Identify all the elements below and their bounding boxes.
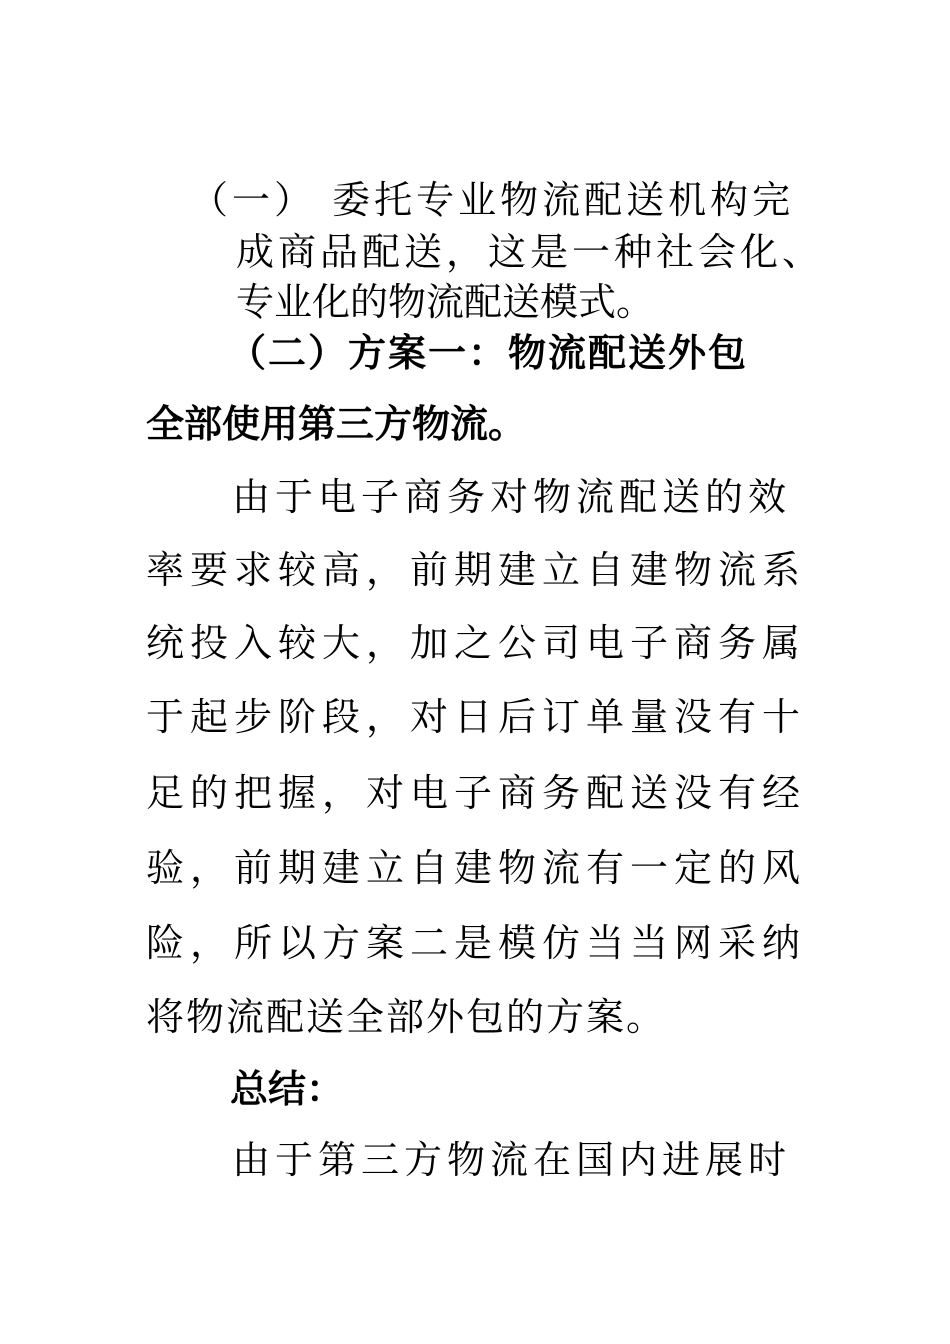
paragraph-1-line-5: 足的把握，对电子商务配送没有经 <box>146 771 807 815</box>
list-item-line-2: 成商品配送，这是一种社会化、 <box>236 230 825 274</box>
paragraph-2-line-1: 由于第三方物流在国内进展时 <box>232 1138 792 1182</box>
paragraph-1-line-7: 险，所以方案二是模仿当当网采纳 <box>146 921 807 965</box>
section-heading-line-1: （二）方案一：物流配送外包 <box>228 331 749 375</box>
paragraph-1-line-2: 率要求较高，前期建立自建物流系 <box>146 548 807 592</box>
paragraph-1-line-8: 将物流配送全部外包的方案。 <box>146 995 667 1039</box>
list-item-line-3: 专业化的物流配送模式。 <box>236 280 655 324</box>
list-item-line-1: （一） 委托专业物流配送机构完 <box>190 178 795 222</box>
paragraph-1-line-4: 于起步阶段，对日后订单量没有十 <box>146 695 807 739</box>
paragraph-1-line-3: 统投入较大，加之公司电子商务属 <box>146 621 807 665</box>
section-heading-line-2: 全部使用第三方物流。 <box>146 402 527 446</box>
summary-heading: 总结： <box>230 1067 345 1111</box>
paragraph-1-line-6: 验，前期建立自建物流有一定的风 <box>146 846 807 890</box>
paragraph-1-line-1: 由于电子商务对物流配送的效 <box>232 475 792 519</box>
